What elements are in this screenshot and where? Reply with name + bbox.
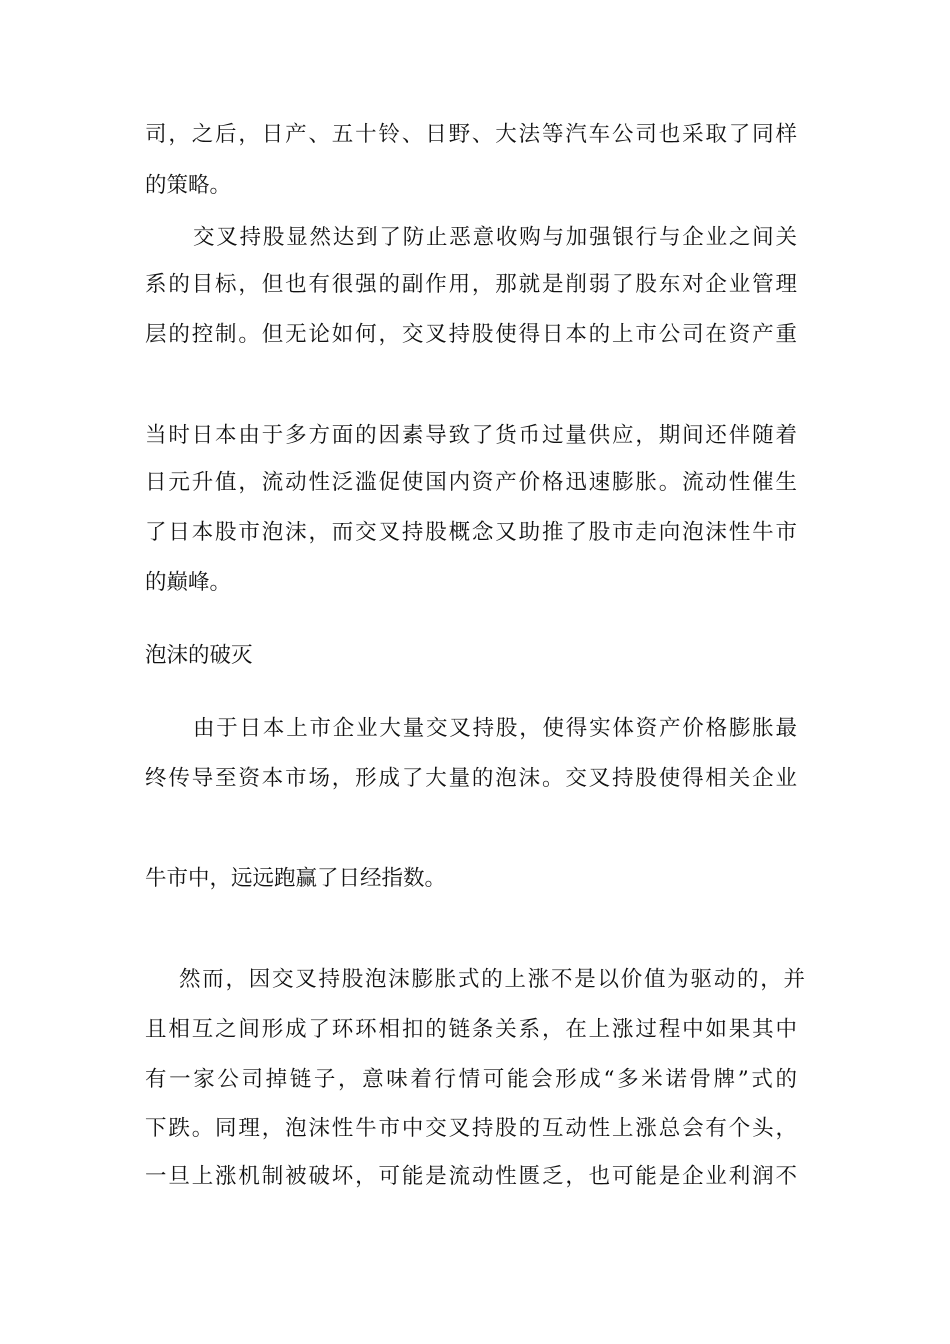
text-line: 牛市中，远远跑赢了日经指数。 [145, 866, 447, 891]
text-line: 交叉持股显然达到了防止恶意收购与加强银行与企业之间关 [193, 225, 797, 250]
text-line: 的巅峰。 [145, 570, 232, 595]
text-line: 有一家公司掉链子，意味着行情可能会形成“多米诺骨牌”式的 [145, 1067, 797, 1092]
text-line: 的策略。 [145, 173, 232, 198]
text-line: 层的控制。但无论如何，交叉持股使得日本的上市公司在资产重 [145, 322, 797, 347]
text-line: 然而，因交叉持股泡沫膨胀式的上涨不是以价值为驱动的，并 [179, 967, 805, 992]
text-line: 由于日本上市企业大量交叉持股，使得实体资产价格膨胀最 [193, 716, 797, 741]
text-line: 终传导至资本市场，形成了大量的泡沫。交叉持股使得相关企业 [145, 766, 797, 791]
section-heading: 泡沫的破灭 [145, 643, 253, 668]
text-line: 下跌。同理，泡沫性牛市中交叉持股的互动性上涨总会有个头， [145, 1116, 797, 1141]
text-line: 系的目标，但也有很强的副作用，那就是削弱了股东对企业管理 [145, 272, 797, 297]
text-line: 当时日本由于多方面的因素导致了货币过量供应，期间还伴随着 [145, 423, 797, 448]
text-line: 日元升值，流动性泛滥促使国内资产价格迅速膨胀。流动性催生 [145, 470, 797, 495]
text-line: 一旦上涨机制被破坏，可能是流动性匮乏，也可能是企业利润不 [145, 1164, 797, 1189]
text-line: 且相互之间形成了环环相扣的链条关系，在上涨过程中如果其中 [145, 1017, 797, 1042]
text-line: 司，之后，日产、五十铃、日野、大法等汽车公司也采取了同样 [145, 122, 797, 147]
text-line: 了日本股市泡沫，而交叉持股概念又助推了股市走向泡沫性牛市 [145, 520, 797, 545]
